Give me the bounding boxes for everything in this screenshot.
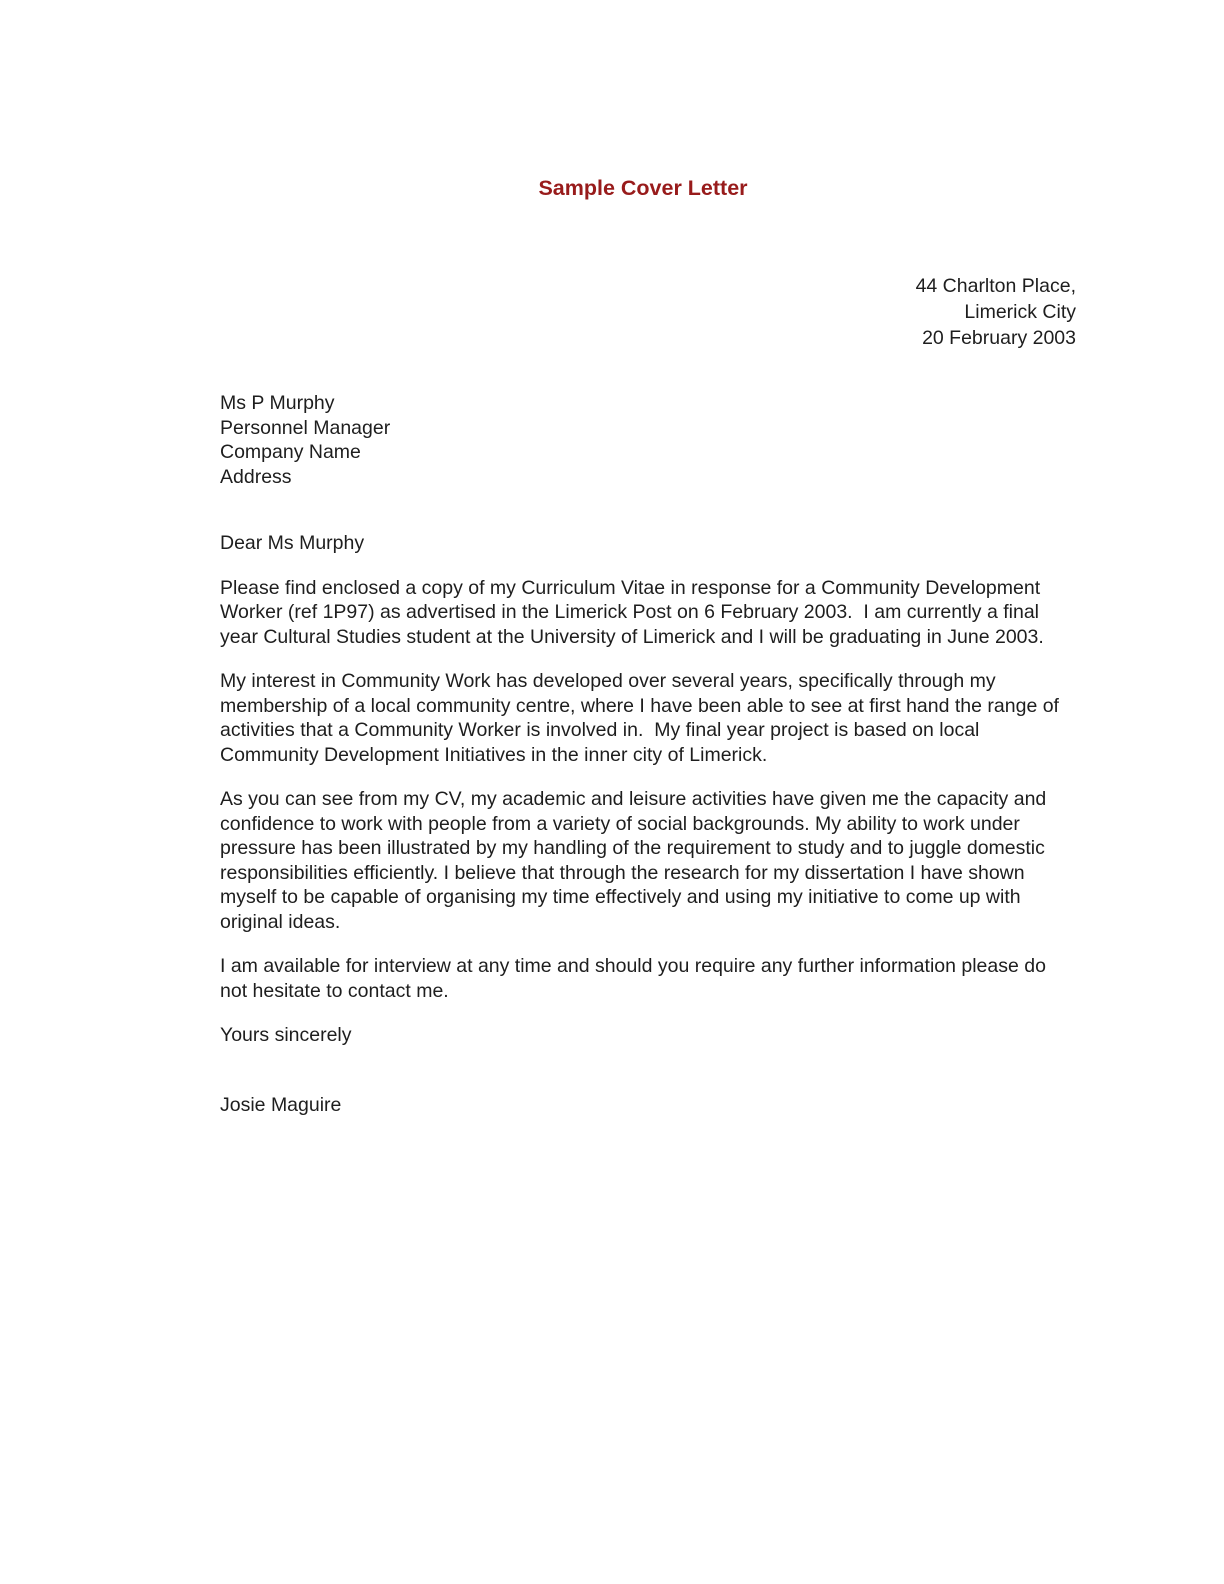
recipient-address: Address — [220, 465, 292, 488]
sender-address-line-2: Limerick City — [964, 301, 1076, 323]
recipient-address-block — [220, 391, 1066, 489]
signature-name: Josie Maguire — [220, 1093, 342, 1116]
sender-address-block — [220, 273, 1076, 351]
document-title: Sample Cover Letter — [538, 176, 748, 200]
body-paragraph-4: I am available for interview at any time and should you require any further information please do not hesitate to contact me. — [220, 955, 1052, 1002]
body-paragraph-2: My interest in Community Work has developed over several years, specifically through my membership of a local community centre, where I have been able to see at first hand the range of activities that a Community Worker is involved in. My final year project is based on local Community Development Initiatives in the inner city of Limerick. — [220, 670, 1065, 766]
letter-date: 20 February 2003 — [922, 327, 1076, 349]
salutation: Dear Ms Murphy — [220, 532, 365, 554]
recipient-company: Company Name — [220, 441, 361, 463]
recipient-name: Ms P Murphy — [220, 392, 335, 414]
closing: Yours sincerely — [220, 1024, 352, 1046]
body-paragraph-1: Please find enclosed a copy of my Curriculum Vitae in response for a Community Development Worker (ref 1P97) as advertised in the Limerick Post on 6 February 2003. I am currently a final year Cultural Studies student at the University of Limerick and I will be graduating in June 2003. — [220, 576, 1046, 648]
sender-address-line-1: 44 Charlton Place, — [915, 275, 1076, 297]
body-paragraph-3: As you can see from my CV, my academic and leisure activities have given me the capacity and confidence to work with people from a variety of social backgrounds. My ability to work under pressure has been illustrated by my handling of the requirement to study and to juggle domestic responsibilities efficiently. I believe that through the research for my dissertation I have shown myself to be capable of organising my time effectively and using my initiative to come up with original ideas. — [220, 788, 1052, 933]
recipient-job-title: Personnel Manager — [220, 416, 391, 439]
